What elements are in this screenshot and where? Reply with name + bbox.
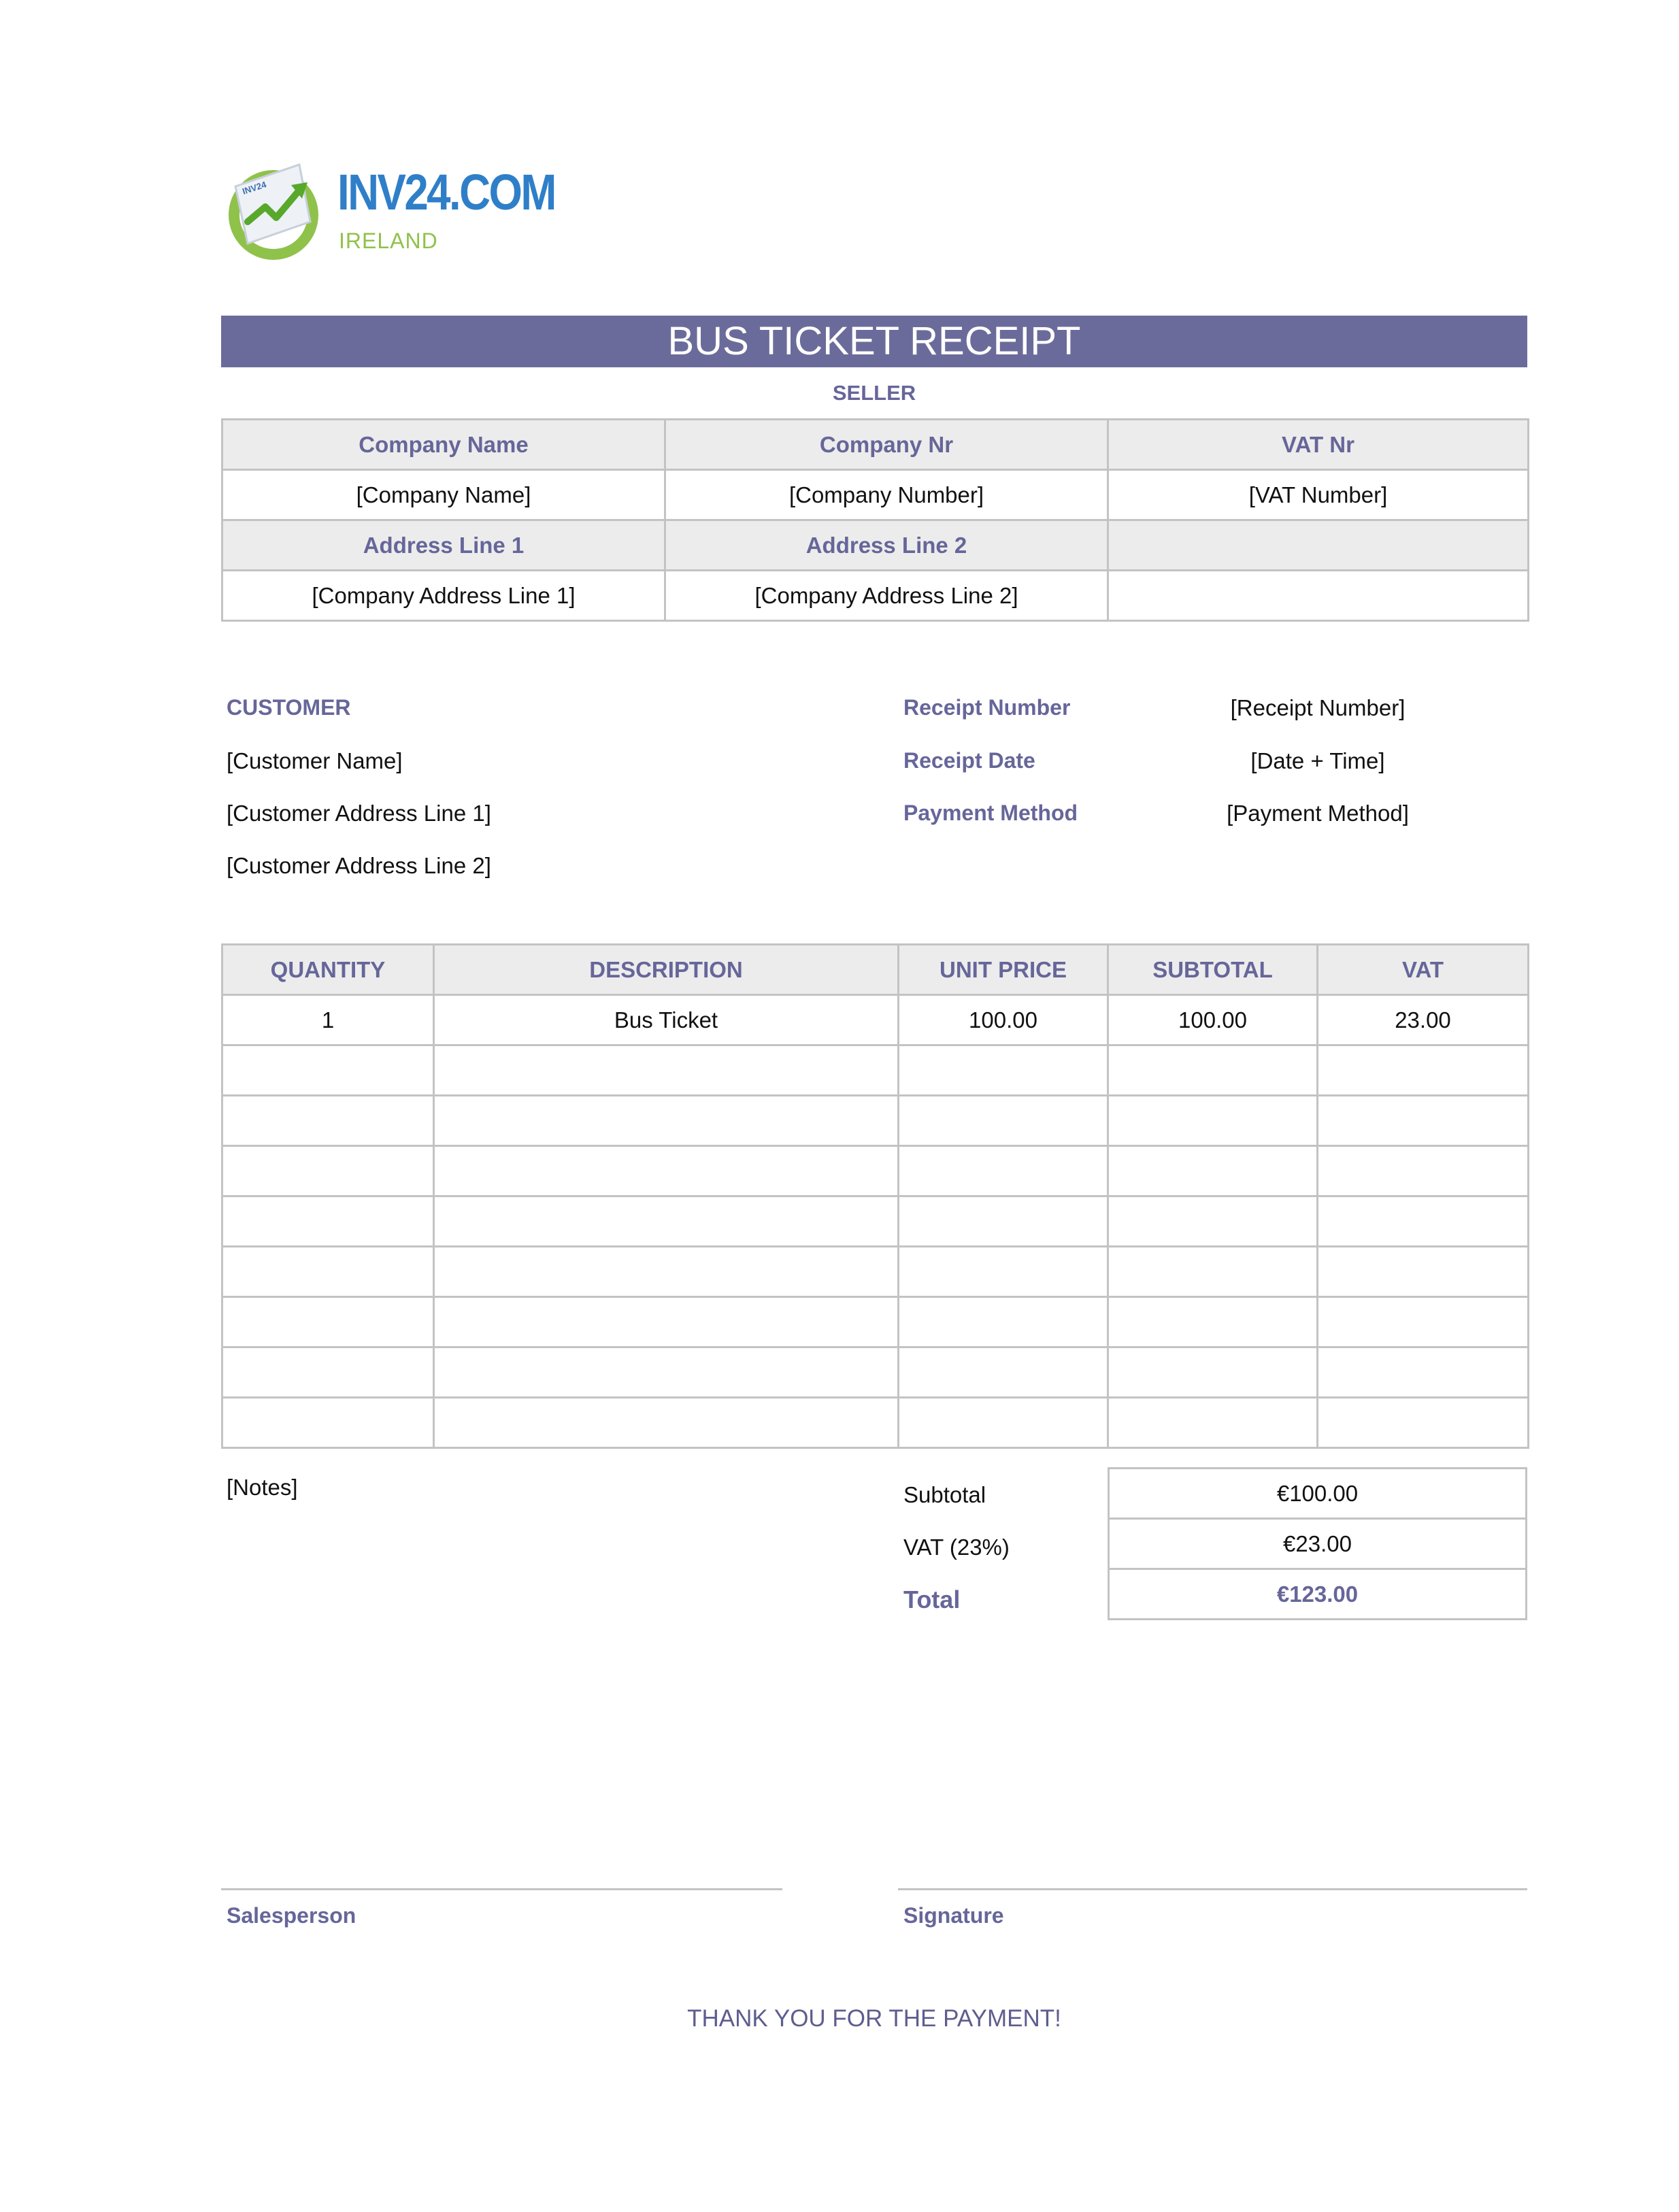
unit-price-cell[interactable] xyxy=(899,1247,1108,1297)
description-cell[interactable] xyxy=(434,1247,899,1297)
vat-cell[interactable] xyxy=(1318,1297,1529,1347)
description-cell[interactable] xyxy=(434,1398,899,1448)
vat-cell[interactable] xyxy=(1318,1096,1529,1146)
vat-total-label: VAT (23%) xyxy=(903,1535,1010,1560)
table-row xyxy=(222,1247,1529,1297)
description-cell[interactable] xyxy=(434,1196,899,1247)
address-empty-value[interactable] xyxy=(1108,571,1529,621)
table-row xyxy=(222,1146,1529,1196)
seller-address-row xyxy=(222,571,1529,621)
seller-label: SELLER xyxy=(832,381,916,405)
seller-address-header-row xyxy=(222,520,1529,571)
address-empty-header xyxy=(1108,520,1529,571)
logo-title: INV24.COM xyxy=(337,164,555,220)
payment-method-label: Payment Method xyxy=(903,801,1078,825)
vat-header: VAT xyxy=(1318,945,1529,995)
seller-header-row xyxy=(222,420,1529,470)
subtotal-cell[interactable] xyxy=(1108,1196,1318,1247)
document-title: BUS TICKET RECEIPT xyxy=(667,319,1081,363)
table-row xyxy=(222,1096,1529,1146)
quantity-cell[interactable] xyxy=(222,1146,434,1196)
table-row xyxy=(222,1045,1529,1096)
quantity-cell[interactable] xyxy=(222,1247,434,1297)
subtotal-header: SUBTOTAL xyxy=(1108,945,1318,995)
vat-cell[interactable] xyxy=(1318,1045,1529,1096)
vat-nr-header: VAT Nr xyxy=(1108,420,1529,470)
items-table xyxy=(221,943,1529,1449)
subtotal-label: Subtotal xyxy=(903,1482,986,1507)
table-row xyxy=(222,1196,1529,1247)
svg-text:INV24: INV24 xyxy=(241,179,268,197)
quantity-cell[interactable] xyxy=(222,1297,434,1347)
total-label: Total xyxy=(903,1586,961,1613)
totals-table xyxy=(1108,1467,1527,1620)
seller-value-row xyxy=(222,470,1529,520)
quantity-cell[interactable] xyxy=(222,1398,434,1448)
receipt-number-label: Receipt Number xyxy=(903,695,1071,720)
table-row xyxy=(222,1347,1529,1398)
signature-label: Signature xyxy=(903,1903,1004,1928)
receipt-number-value[interactable]: [Receipt Number] xyxy=(1230,695,1406,720)
vat-cell[interactable] xyxy=(1318,1398,1529,1448)
vat-cell[interactable] xyxy=(1318,1347,1529,1398)
unit-price-cell[interactable] xyxy=(899,1146,1108,1196)
quantity-cell[interactable] xyxy=(222,1196,434,1247)
table-row xyxy=(222,1398,1529,1448)
subtotal-cell[interactable]: 100.00 xyxy=(1108,995,1318,1045)
customer-name[interactable]: [Customer Name] xyxy=(227,748,403,773)
customer-label: CUSTOMER xyxy=(227,695,351,720)
vat-row xyxy=(1109,1519,1527,1569)
quantity-cell[interactable]: 1 xyxy=(222,995,434,1045)
company-number-value[interactable]: [Company Number] xyxy=(665,470,1108,520)
quantity-header: QUANTITY xyxy=(222,945,434,995)
address-line1-header: Address Line 1 xyxy=(222,520,665,571)
notes[interactable]: [Notes] xyxy=(227,1475,298,1500)
table-row xyxy=(222,1297,1529,1347)
subtotal-value: €100.00 xyxy=(1109,1469,1527,1519)
vat-cell[interactable] xyxy=(1318,1196,1529,1247)
quantity-cell[interactable] xyxy=(222,1347,434,1398)
description-cell[interactable] xyxy=(434,1045,899,1096)
subtotal-cell[interactable] xyxy=(1108,1247,1318,1297)
logo-subtitle: IRELAND xyxy=(339,229,438,253)
salesperson-line xyxy=(221,1888,782,1890)
receipt-date-label: Receipt Date xyxy=(903,748,1035,773)
address-line2-header: Address Line 2 xyxy=(665,520,1108,571)
unit-price-cell[interactable] xyxy=(899,1196,1108,1247)
subtotal-cell[interactable] xyxy=(1108,1096,1318,1146)
description-cell[interactable] xyxy=(434,1347,899,1398)
quantity-cell[interactable] xyxy=(222,1045,434,1096)
seller-table xyxy=(221,418,1529,622)
unit-price-header: UNIT PRICE xyxy=(899,945,1108,995)
subtotal-cell[interactable] xyxy=(1108,1297,1318,1347)
company-name-value[interactable]: [Company Name] xyxy=(222,470,665,520)
description-cell[interactable]: Bus Ticket xyxy=(434,995,899,1045)
company-nr-header: Company Nr xyxy=(665,420,1108,470)
thank-you-message: THANK YOU FOR THE PAYMENT! xyxy=(687,2005,1061,2032)
receipt-date-value[interactable]: [Date + Time] xyxy=(1250,748,1385,773)
total-row xyxy=(1109,1569,1527,1620)
description-cell[interactable] xyxy=(434,1096,899,1146)
subtotal-row xyxy=(1109,1469,1527,1519)
address-line2-value[interactable]: [Company Address Line 2] xyxy=(665,571,1108,621)
salesperson-label: Salesperson xyxy=(227,1903,356,1928)
unit-price-cell[interactable] xyxy=(899,1398,1108,1448)
description-header: DESCRIPTION xyxy=(434,945,899,995)
customer-address-line1[interactable]: [Customer Address Line 1] xyxy=(227,801,491,826)
description-cell[interactable] xyxy=(434,1146,899,1196)
unit-price-cell[interactable] xyxy=(899,1096,1108,1146)
vat-cell[interactable] xyxy=(1318,1247,1529,1297)
subtotal-cell[interactable] xyxy=(1108,1398,1318,1448)
vat-cell[interactable]: 23.00 xyxy=(1318,995,1529,1045)
vat-number-value[interactable]: [VAT Number] xyxy=(1108,470,1529,520)
unit-price-cell[interactable] xyxy=(899,1347,1108,1398)
vat-total-value: €23.00 xyxy=(1109,1519,1527,1569)
total-value: €123.00 xyxy=(1109,1569,1527,1620)
unit-price-cell[interactable] xyxy=(899,1297,1108,1347)
table-row xyxy=(222,995,1529,1045)
vat-cell[interactable] xyxy=(1318,1146,1529,1196)
quantity-cell[interactable] xyxy=(222,1096,434,1146)
subtotal-cell[interactable] xyxy=(1108,1347,1318,1398)
customer-address-line2[interactable]: [Customer Address Line 2] xyxy=(227,853,491,878)
signature-line xyxy=(898,1888,1527,1890)
company-name-header: Company Name xyxy=(222,420,665,470)
description-cell[interactable] xyxy=(434,1297,899,1347)
unit-price-cell[interactable] xyxy=(899,1045,1108,1096)
items-header-row xyxy=(222,945,1529,995)
address-line1-value[interactable]: [Company Address Line 1] xyxy=(222,571,665,621)
unit-price-cell[interactable]: 100.00 xyxy=(899,995,1108,1045)
subtotal-cell[interactable] xyxy=(1108,1045,1318,1096)
title-bar xyxy=(221,316,1527,367)
payment-method-value[interactable]: [Payment Method] xyxy=(1227,801,1409,826)
subtotal-cell[interactable] xyxy=(1108,1146,1318,1196)
logo-chart-icon xyxy=(223,159,325,261)
company-logo xyxy=(223,159,555,261)
